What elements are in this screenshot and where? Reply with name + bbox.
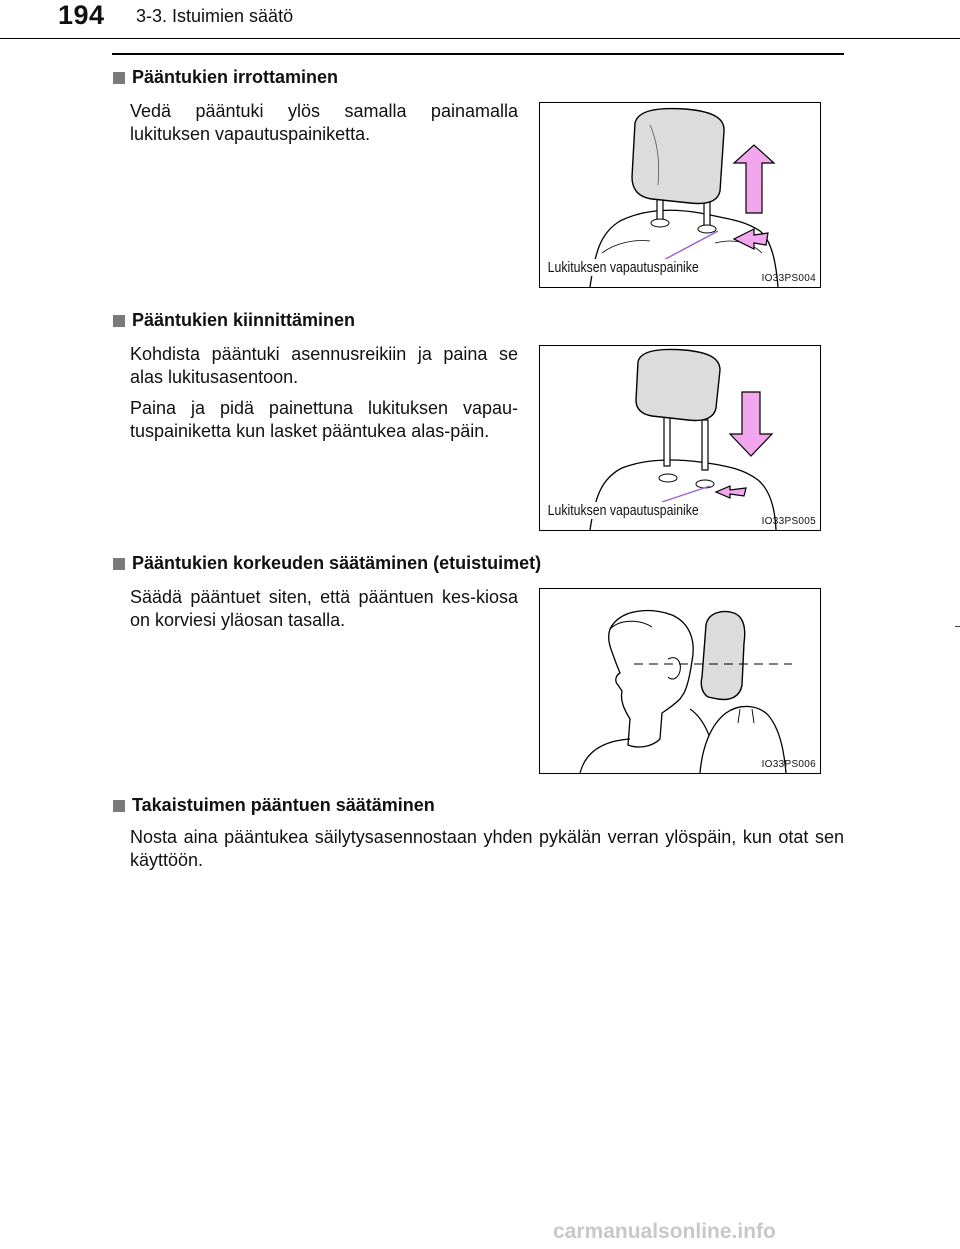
section-heading-text: Pääntukien irrottaminen [132,67,339,87]
bullet-square-icon [113,800,125,812]
bullet-square-icon [113,558,125,570]
figure-code: IO33PS005 [761,516,816,527]
figure-code: IO33PS006 [761,759,816,770]
bullet-square-icon [113,315,125,327]
margin-tick [955,626,960,627]
figure-callout-label: Lukituksen vapautuspainike [547,502,699,519]
section-heading-rear [113,795,435,816]
page-number: 194 [58,0,105,30]
section-paragraph: Säädä pääntuet siten, että pääntuen kes-kiosa on korviesi yläosan tasalla. [130,587,518,630]
content-top-rule [112,53,844,55]
chapter-title: 3-3. Istuimien säätö [136,6,294,26]
section-heading-text: Pääntukien kiinnittäminen [132,310,356,330]
section-paragraph: Vedä pääntuki ylös samalla painamalla lukituksen vapautuspainiketta. [130,101,518,144]
section-heading-text: Takaistuimen pääntuen säätäminen [132,795,435,815]
figure-headrest-height [539,588,821,774]
section-paragraph: Nosta aina pääntukea säilytysasennostaan yhden pykälän verran ylöspäin, kun otat sen käyttöön. [130,827,844,870]
section-heading-height [113,553,541,574]
section-paragraph: Paina ja pidä painettuna lukituksen vapau-tuspainiketta kun lasket pääntukea alas-päin. [130,398,518,441]
section-heading-text: Pääntukien korkeuden säätäminen (etuistuimet) [132,553,542,573]
page-header [0,0,960,38]
bullet-square-icon [113,72,125,84]
watermark: carmanualsonline.info [553,1220,776,1243]
figure-install-headrest [539,345,821,531]
section-heading-remove [113,67,338,88]
figure-callout-label: Lukituksen vapautuspainike [547,259,699,276]
section-heading-install [113,310,355,331]
header-divider [0,38,960,39]
figure-remove-headrest [539,102,821,288]
headrest-height-illustration [540,589,820,773]
section-paragraph: Kohdista pääntuki asennusreikiin ja paina se alas lukitusasentoon. [130,344,518,387]
figure-code: IO33PS004 [761,273,816,284]
